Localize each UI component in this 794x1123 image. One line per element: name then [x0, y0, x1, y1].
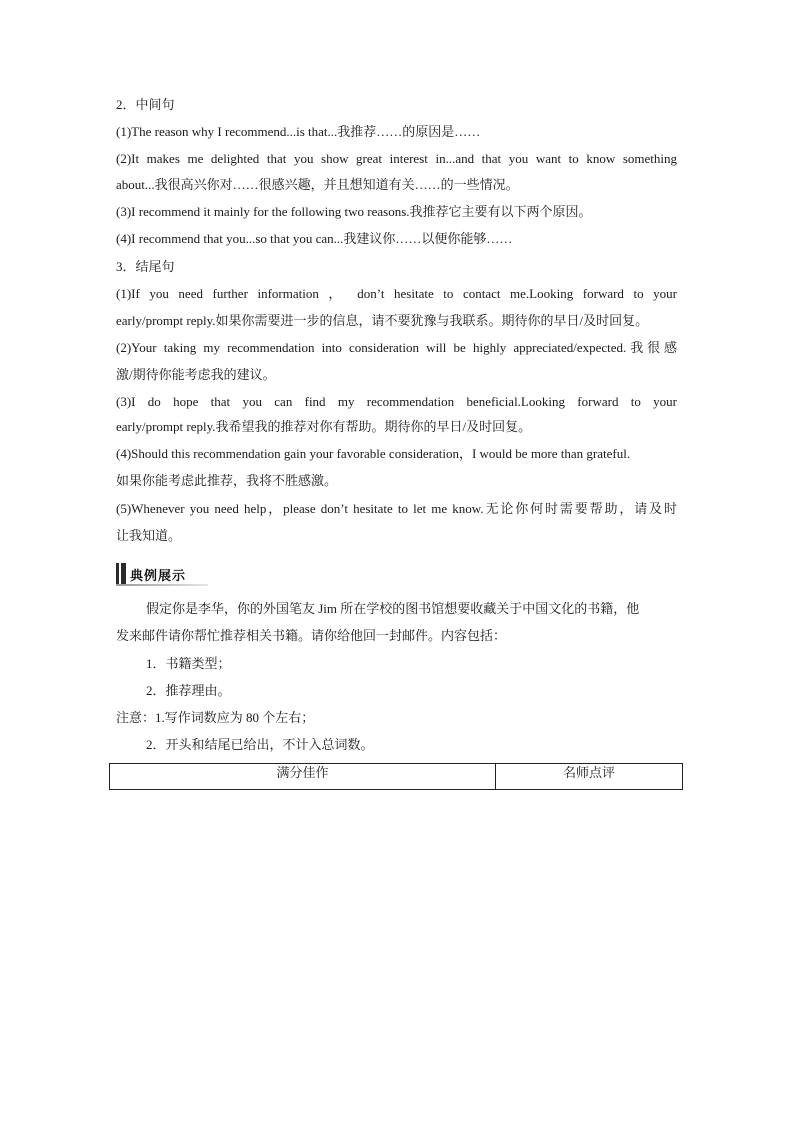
- section-heading-middle-sentences: 2．中间句: [116, 97, 175, 112]
- closing-sentence-3-line2: early/prompt reply.我希望我的推荐对你有帮助。期待你的早日/及时回复。: [116, 419, 532, 434]
- closing-sentence-2-line2: 激/期待你能考虑我的建议。: [116, 367, 276, 382]
- example-point-2: 2．推荐理由。: [146, 683, 231, 698]
- closing-sentence-5-line2: 让我知道。: [116, 528, 182, 543]
- closing-sentence-1-line1: (1)If you need further information ， don’t hesitate to contact me.Looking forward to your: [116, 286, 677, 301]
- middle-sentence-2-line2: about...我很高兴你对……很感兴趣，并且想知道有关……的一些情况。: [116, 177, 519, 192]
- example-note-2: 2．开头和结尾已给出，不计入总词数。: [146, 737, 374, 752]
- middle-sentence-2-line1: (2)It makes me delighted that you show great interest in...and that you want to know something: [116, 151, 677, 166]
- example-prompt-line1: 假定你是李华，你的外国笔友 Jim 所在学校的图书馆想要收藏关于中国文化的书籍，他: [146, 601, 640, 616]
- middle-sentence-1: (1)The reason why I recommend...is that...我推荐……的原因是……: [116, 124, 481, 139]
- badge-label: 典例展示: [130, 568, 187, 584]
- closing-sentence-5-line1: (5)Whenever you need help，please don’t hesitate to let me know.无论你何时需要帮助，请及时: [116, 501, 677, 516]
- closing-sentence-3-line1: (3)I do hope that you can find my recommendation beneficial.Looking forward to your: [116, 394, 677, 409]
- example-section-badge: [116, 562, 206, 586]
- closing-sentence-4-line1: (4)Should this recommendation gain your favorable consideration，I would be more than grateful.: [116, 446, 631, 461]
- table-header-model-essay: 满分佳作: [110, 764, 496, 789]
- essay-table-header: [109, 763, 683, 790]
- closing-sentence-4-line2: 如果你能考虑此推荐，我将不胜感激。: [116, 473, 338, 488]
- badge-underline: [116, 584, 208, 586]
- closing-sentence-2-line1: (2)Your taking my recommendation into consideration will be highly appreciated/expected.我很感: [116, 340, 677, 355]
- closing-sentence-1-line2: early/prompt reply.如果你需要进一步的信息，请不要犹豫与我联系。期待你的早日/及时回复。: [116, 313, 649, 328]
- example-note-1: 注意：1.写作词数应为 80 个左右；: [116, 710, 315, 725]
- table-header-teacher-comment: 名师点评: [562, 765, 615, 780]
- example-point-1: 1．书籍类型；: [146, 656, 231, 671]
- middle-sentence-4: (4)I recommend that you...so that you can...我建议你……以便你能够……: [116, 231, 513, 246]
- middle-sentence-3: (3)I recommend it mainly for the following two reasons.我推荐它主要有以下两个原因。: [116, 204, 592, 219]
- section-heading-closing-sentences: 3．结尾句: [116, 259, 175, 274]
- example-prompt-line2: 发来邮件请你帮忙推荐相关书籍。请你给他回一封邮件。内容包括：: [116, 628, 507, 643]
- badge-bars-icon: [116, 563, 126, 585]
